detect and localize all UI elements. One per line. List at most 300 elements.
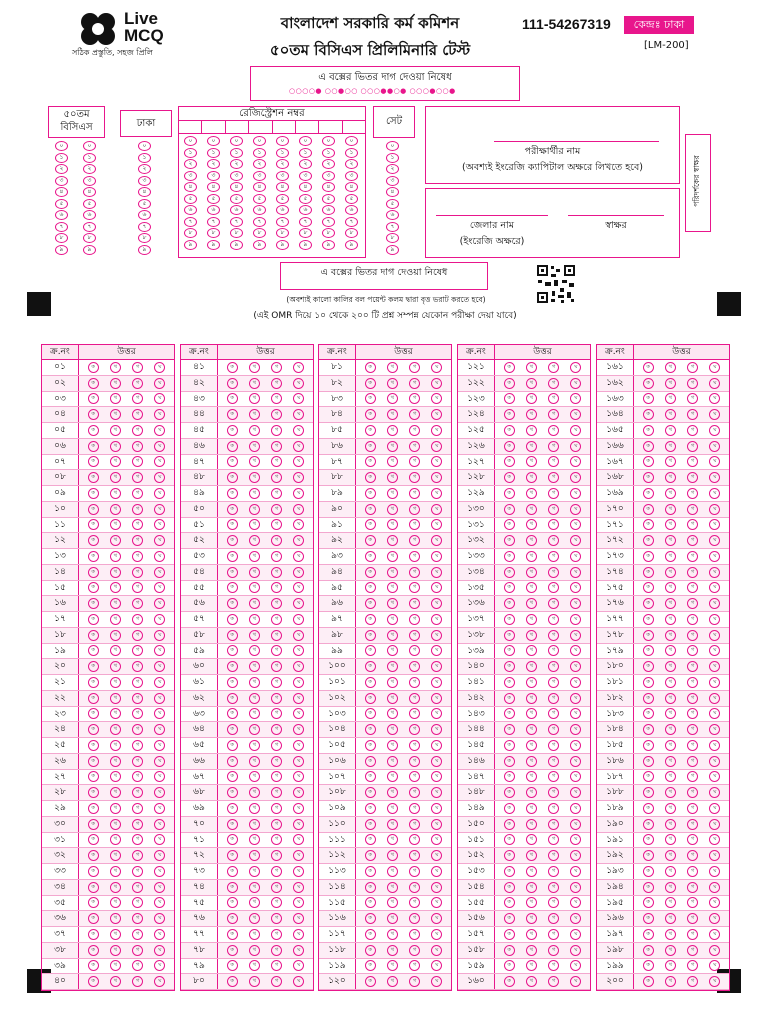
digit-bubble[interactable]: ৯ — [138, 245, 151, 255]
option-bubble[interactable]: ক — [504, 425, 515, 436]
option-bubble[interactable]: ঘ — [154, 661, 165, 672]
option-bubble[interactable]: গ — [548, 945, 559, 956]
option-bubble[interactable]: গ — [409, 567, 420, 578]
option-bubble[interactable]: খ — [110, 771, 121, 782]
option-bubble[interactable]: ঘ — [154, 724, 165, 735]
digit-bubble[interactable]: ৭ — [55, 222, 68, 232]
digit-bubble[interactable]: ৬ — [184, 205, 197, 215]
option-bubble[interactable]: ঘ — [431, 945, 442, 956]
option-bubble[interactable]: খ — [387, 724, 398, 735]
option-bubble[interactable]: ঘ — [431, 882, 442, 893]
option-bubble[interactable]: খ — [249, 378, 260, 389]
option-bubble[interactable]: গ — [271, 488, 282, 499]
option-bubble[interactable]: ঘ — [431, 756, 442, 767]
option-bubble[interactable]: খ — [665, 677, 676, 688]
option-bubble[interactable]: গ — [687, 850, 698, 861]
option-bubble[interactable]: গ — [687, 488, 698, 499]
option-bubble[interactable]: ক — [504, 645, 515, 656]
option-bubble[interactable]: গ — [409, 441, 420, 452]
option-bubble[interactable]: গ — [132, 976, 143, 987]
option-bubble[interactable]: ক — [88, 960, 99, 971]
digit-bubble[interactable]: ২ — [138, 164, 151, 174]
digit-bubble[interactable]: ৪ — [253, 182, 266, 192]
option-bubble[interactable]: গ — [548, 771, 559, 782]
option-bubble[interactable]: ক — [365, 362, 376, 373]
option-bubble[interactable]: গ — [132, 882, 143, 893]
option-bubble[interactable]: ঘ — [293, 519, 304, 530]
option-bubble[interactable]: ঘ — [293, 756, 304, 767]
option-bubble[interactable]: ক — [88, 677, 99, 688]
option-bubble[interactable]: খ — [665, 803, 676, 814]
option-bubble[interactable]: ক — [227, 929, 238, 940]
option-bubble[interactable]: ঘ — [154, 677, 165, 688]
option-bubble[interactable]: ক — [365, 929, 376, 940]
option-bubble[interactable]: ক — [504, 803, 515, 814]
option-bubble[interactable]: গ — [687, 535, 698, 546]
option-bubble[interactable]: খ — [249, 771, 260, 782]
option-bubble[interactable]: ক — [643, 614, 654, 625]
option-bubble[interactable]: ঘ — [709, 756, 720, 767]
option-bubble[interactable]: খ — [665, 866, 676, 877]
option-bubble[interactable]: ঘ — [293, 614, 304, 625]
option-bubble[interactable]: গ — [409, 866, 420, 877]
option-bubble[interactable]: ক — [227, 945, 238, 956]
option-bubble[interactable]: খ — [665, 472, 676, 483]
option-bubble[interactable]: খ — [249, 740, 260, 751]
digit-bubble[interactable]: ৯ — [83, 245, 96, 255]
option-bubble[interactable]: খ — [249, 693, 260, 704]
digit-bubble[interactable]: ৪ — [138, 187, 151, 197]
option-bubble[interactable]: খ — [110, 693, 121, 704]
option-bubble[interactable]: ঘ — [709, 866, 720, 877]
option-bubble[interactable]: ঘ — [293, 630, 304, 641]
option-bubble[interactable]: ক — [365, 645, 376, 656]
option-bubble[interactable]: ক — [227, 834, 238, 845]
option-bubble[interactable]: ঘ — [293, 708, 304, 719]
option-bubble[interactable]: খ — [526, 945, 537, 956]
option-bubble[interactable]: ঘ — [293, 740, 304, 751]
option-bubble[interactable]: ঘ — [154, 756, 165, 767]
option-bubble[interactable]: ঘ — [431, 614, 442, 625]
option-bubble[interactable]: গ — [548, 834, 559, 845]
option-bubble[interactable]: গ — [687, 630, 698, 641]
option-bubble[interactable]: গ — [548, 929, 559, 940]
option-bubble[interactable]: খ — [526, 708, 537, 719]
option-bubble[interactable]: ক — [643, 929, 654, 940]
option-bubble[interactable]: গ — [409, 551, 420, 562]
option-bubble[interactable]: ক — [88, 866, 99, 877]
option-bubble[interactable]: খ — [249, 535, 260, 546]
digit-bubble[interactable]: ৩ — [55, 176, 68, 186]
option-bubble[interactable]: ক — [227, 677, 238, 688]
digit-bubble[interactable]: ৫ — [345, 194, 358, 204]
option-bubble[interactable]: ক — [643, 771, 654, 782]
option-bubble[interactable]: ক — [227, 393, 238, 404]
option-bubble[interactable]: খ — [665, 771, 676, 782]
option-bubble[interactable]: খ — [387, 614, 398, 625]
option-bubble[interactable]: গ — [548, 519, 559, 530]
option-bubble[interactable]: গ — [548, 708, 559, 719]
option-bubble[interactable]: খ — [387, 677, 398, 688]
option-bubble[interactable]: ক — [643, 976, 654, 987]
option-bubble[interactable]: গ — [687, 708, 698, 719]
option-bubble[interactable]: ঘ — [293, 362, 304, 373]
digit-bubble[interactable]: ৬ — [83, 210, 96, 220]
option-bubble[interactable]: ক — [643, 441, 654, 452]
option-bubble[interactable]: ক — [504, 693, 515, 704]
option-bubble[interactable]: ক — [504, 567, 515, 578]
option-bubble[interactable]: খ — [110, 472, 121, 483]
digit-bubble[interactable]: ৮ — [386, 233, 399, 243]
option-bubble[interactable]: ক — [88, 535, 99, 546]
option-bubble[interactable]: ক — [504, 378, 515, 389]
option-bubble[interactable]: ঘ — [293, 803, 304, 814]
option-bubble[interactable]: খ — [526, 897, 537, 908]
option-bubble[interactable]: গ — [409, 976, 420, 987]
option-bubble[interactable]: খ — [387, 551, 398, 562]
digit-bubble[interactable]: ৬ — [230, 205, 243, 215]
option-bubble[interactable]: ক — [227, 614, 238, 625]
option-bubble[interactable]: ঘ — [570, 393, 581, 404]
option-bubble[interactable]: খ — [526, 488, 537, 499]
option-bubble[interactable]: খ — [249, 787, 260, 798]
option-bubble[interactable]: গ — [132, 441, 143, 452]
option-bubble[interactable]: ক — [365, 787, 376, 798]
digit-bubble[interactable]: ৬ — [207, 205, 220, 215]
option-bubble[interactable]: ঘ — [293, 441, 304, 452]
option-bubble[interactable]: গ — [409, 393, 420, 404]
option-bubble[interactable]: ক — [643, 960, 654, 971]
option-bubble[interactable]: ঘ — [570, 488, 581, 499]
digit-bubble[interactable]: ৬ — [253, 205, 266, 215]
option-bubble[interactable]: ঘ — [293, 551, 304, 562]
option-bubble[interactable]: খ — [249, 519, 260, 530]
option-bubble[interactable]: ঘ — [431, 819, 442, 830]
option-bubble[interactable]: ঘ — [154, 441, 165, 452]
option-bubble[interactable]: খ — [249, 913, 260, 924]
option-bubble[interactable]: গ — [132, 504, 143, 515]
option-bubble[interactable]: ঘ — [570, 756, 581, 767]
option-bubble[interactable]: ক — [88, 645, 99, 656]
option-bubble[interactable]: খ — [526, 913, 537, 924]
option-bubble[interactable]: ক — [365, 393, 376, 404]
option-bubble[interactable]: গ — [132, 945, 143, 956]
digit-bubble[interactable]: ৩ — [386, 176, 399, 186]
option-bubble[interactable]: খ — [387, 960, 398, 971]
option-bubble[interactable]: ক — [643, 409, 654, 420]
option-bubble[interactable]: গ — [132, 740, 143, 751]
option-bubble[interactable]: ঘ — [709, 409, 720, 420]
option-bubble[interactable]: ক — [365, 567, 376, 578]
option-bubble[interactable]: ঘ — [293, 929, 304, 940]
option-bubble[interactable]: ক — [365, 472, 376, 483]
option-bubble[interactable]: গ — [687, 551, 698, 562]
option-bubble[interactable]: ঘ — [709, 582, 720, 593]
option-bubble[interactable]: ঘ — [570, 913, 581, 924]
option-bubble[interactable]: খ — [665, 614, 676, 625]
option-bubble[interactable]: ঘ — [431, 661, 442, 672]
digit-bubble[interactable]: ৭ — [138, 222, 151, 232]
option-bubble[interactable]: খ — [526, 362, 537, 373]
option-bubble[interactable]: খ — [665, 724, 676, 735]
option-bubble[interactable]: ক — [227, 472, 238, 483]
option-bubble[interactable]: ক — [365, 441, 376, 452]
option-bubble[interactable]: খ — [110, 850, 121, 861]
option-bubble[interactable]: ঘ — [709, 929, 720, 940]
option-bubble[interactable]: গ — [132, 708, 143, 719]
digit-bubble[interactable]: ৯ — [207, 240, 220, 250]
option-bubble[interactable]: ক — [365, 819, 376, 830]
digit-bubble[interactable]: ৭ — [184, 217, 197, 227]
option-bubble[interactable]: খ — [387, 882, 398, 893]
option-bubble[interactable]: ক — [227, 645, 238, 656]
digit-bubble[interactable]: ৫ — [253, 194, 266, 204]
option-bubble[interactable]: ঘ — [709, 897, 720, 908]
option-bubble[interactable]: ক — [365, 551, 376, 562]
option-bubble[interactable]: ক — [227, 756, 238, 767]
option-bubble[interactable]: গ — [687, 913, 698, 924]
option-bubble[interactable]: ক — [643, 913, 654, 924]
option-bubble[interactable]: ক — [227, 630, 238, 641]
option-bubble[interactable]: ঘ — [431, 976, 442, 987]
option-bubble[interactable]: গ — [132, 677, 143, 688]
option-bubble[interactable]: গ — [132, 472, 143, 483]
option-bubble[interactable]: খ — [387, 740, 398, 751]
option-bubble[interactable]: গ — [548, 582, 559, 593]
option-bubble[interactable]: খ — [110, 614, 121, 625]
option-bubble[interactable]: খ — [526, 567, 537, 578]
option-bubble[interactable]: গ — [687, 803, 698, 814]
option-bubble[interactable]: ঘ — [154, 378, 165, 389]
option-bubble[interactable]: গ — [271, 582, 282, 593]
digit-bubble[interactable]: ২ — [83, 164, 96, 174]
option-bubble[interactable]: খ — [110, 677, 121, 688]
option-bubble[interactable]: ক — [643, 866, 654, 877]
option-bubble[interactable]: গ — [409, 850, 420, 861]
option-bubble[interactable]: ক — [643, 803, 654, 814]
option-bubble[interactable]: ক — [227, 567, 238, 578]
option-bubble[interactable]: খ — [110, 882, 121, 893]
option-bubble[interactable]: খ — [526, 535, 537, 546]
option-bubble[interactable]: ক — [643, 819, 654, 830]
digit-bubble[interactable]: ৭ — [83, 222, 96, 232]
option-bubble[interactable]: গ — [409, 425, 420, 436]
option-bubble[interactable]: গ — [132, 645, 143, 656]
option-bubble[interactable]: ক — [227, 976, 238, 987]
option-bubble[interactable]: ঘ — [570, 724, 581, 735]
option-bubble[interactable]: ঘ — [154, 882, 165, 893]
option-bubble[interactable]: গ — [409, 645, 420, 656]
option-bubble[interactable]: খ — [387, 661, 398, 672]
option-bubble[interactable]: গ — [132, 456, 143, 467]
option-bubble[interactable]: গ — [409, 504, 420, 515]
option-bubble[interactable]: ক — [504, 882, 515, 893]
option-bubble[interactable]: গ — [548, 425, 559, 436]
option-bubble[interactable]: গ — [687, 929, 698, 940]
option-bubble[interactable]: গ — [687, 724, 698, 735]
option-bubble[interactable]: খ — [110, 976, 121, 987]
option-bubble[interactable]: গ — [687, 677, 698, 688]
option-bubble[interactable]: ঘ — [570, 504, 581, 515]
option-bubble[interactable]: খ — [387, 504, 398, 515]
option-bubble[interactable]: ঘ — [570, 630, 581, 641]
option-bubble[interactable]: ক — [365, 598, 376, 609]
option-bubble[interactable]: ঘ — [570, 819, 581, 830]
option-bubble[interactable]: গ — [132, 850, 143, 861]
digit-bubble[interactable]: ০ — [83, 141, 96, 151]
option-bubble[interactable]: ঘ — [293, 456, 304, 467]
option-bubble[interactable]: গ — [409, 834, 420, 845]
option-bubble[interactable]: ক — [88, 456, 99, 467]
option-bubble[interactable]: গ — [687, 425, 698, 436]
option-bubble[interactable]: খ — [526, 582, 537, 593]
option-bubble[interactable]: খ — [110, 897, 121, 908]
option-bubble[interactable]: ক — [365, 409, 376, 420]
option-bubble[interactable]: খ — [110, 551, 121, 562]
digit-bubble[interactable]: ৭ — [253, 217, 266, 227]
digit-bubble[interactable]: ৩ — [230, 171, 243, 181]
option-bubble[interactable]: গ — [132, 661, 143, 672]
digit-bubble[interactable]: ৩ — [138, 176, 151, 186]
option-bubble[interactable]: গ — [687, 582, 698, 593]
option-bubble[interactable]: খ — [665, 850, 676, 861]
option-bubble[interactable]: গ — [271, 882, 282, 893]
option-bubble[interactable]: খ — [526, 693, 537, 704]
option-bubble[interactable]: ঘ — [709, 693, 720, 704]
option-bubble[interactable]: খ — [665, 645, 676, 656]
option-bubble[interactable]: গ — [548, 488, 559, 499]
option-bubble[interactable]: ঘ — [570, 551, 581, 562]
option-bubble[interactable]: খ — [387, 378, 398, 389]
digit-bubble[interactable]: ৫ — [386, 199, 399, 209]
option-bubble[interactable]: ক — [227, 441, 238, 452]
option-bubble[interactable]: ঘ — [293, 834, 304, 845]
option-bubble[interactable]: ক — [365, 504, 376, 515]
option-bubble[interactable]: খ — [526, 504, 537, 515]
option-bubble[interactable]: ঘ — [154, 834, 165, 845]
option-bubble[interactable]: ঘ — [570, 677, 581, 688]
option-bubble[interactable]: ঘ — [709, 803, 720, 814]
option-bubble[interactable]: ক — [227, 598, 238, 609]
option-bubble[interactable]: গ — [409, 630, 420, 641]
option-bubble[interactable]: ক — [88, 913, 99, 924]
digit-bubble[interactable]: ৭ — [276, 217, 289, 227]
option-bubble[interactable]: ঘ — [293, 582, 304, 593]
option-bubble[interactable]: গ — [132, 897, 143, 908]
option-bubble[interactable]: ক — [504, 756, 515, 767]
digit-bubble[interactable]: ৬ — [276, 205, 289, 215]
option-bubble[interactable]: ক — [504, 504, 515, 515]
digit-bubble[interactable]: ৫ — [83, 199, 96, 209]
option-bubble[interactable]: খ — [249, 409, 260, 420]
option-bubble[interactable]: খ — [526, 850, 537, 861]
option-bubble[interactable]: ঘ — [293, 504, 304, 515]
option-bubble[interactable]: গ — [687, 882, 698, 893]
option-bubble[interactable]: ক — [227, 362, 238, 373]
option-bubble[interactable]: খ — [249, 677, 260, 688]
option-bubble[interactable]: খ — [665, 834, 676, 845]
digit-bubble[interactable]: ৩ — [253, 171, 266, 181]
option-bubble[interactable]: ক — [88, 519, 99, 530]
option-bubble[interactable]: ঘ — [570, 976, 581, 987]
option-bubble[interactable]: ক — [504, 960, 515, 971]
digit-bubble[interactable]: ০ — [299, 136, 312, 146]
option-bubble[interactable]: খ — [249, 850, 260, 861]
option-bubble[interactable]: ঘ — [709, 567, 720, 578]
option-bubble[interactable]: ক — [227, 724, 238, 735]
option-bubble[interactable]: খ — [526, 598, 537, 609]
option-bubble[interactable]: ক — [88, 724, 99, 735]
digit-bubble[interactable]: ০ — [207, 136, 220, 146]
option-bubble[interactable]: খ — [249, 976, 260, 987]
option-bubble[interactable]: গ — [548, 567, 559, 578]
option-bubble[interactable]: ক — [227, 803, 238, 814]
option-bubble[interactable]: ক — [88, 551, 99, 562]
option-bubble[interactable]: খ — [249, 819, 260, 830]
option-bubble[interactable]: গ — [271, 567, 282, 578]
digit-bubble[interactable]: ৪ — [276, 182, 289, 192]
option-bubble[interactable]: ঘ — [154, 960, 165, 971]
option-bubble[interactable]: খ — [249, 441, 260, 452]
option-bubble[interactable]: ঘ — [154, 614, 165, 625]
digit-bubble[interactable]: ৫ — [184, 194, 197, 204]
option-bubble[interactable]: গ — [271, 645, 282, 656]
digit-bubble[interactable]: ৮ — [322, 228, 335, 238]
option-bubble[interactable]: ঘ — [709, 519, 720, 530]
digit-bubble[interactable]: ৩ — [207, 171, 220, 181]
option-bubble[interactable]: গ — [548, 787, 559, 798]
option-bubble[interactable]: ঘ — [709, 976, 720, 987]
digit-bubble[interactable]: ২ — [184, 159, 197, 169]
option-bubble[interactable]: খ — [665, 913, 676, 924]
option-bubble[interactable]: ক — [643, 708, 654, 719]
option-bubble[interactable]: গ — [548, 614, 559, 625]
option-bubble[interactable]: খ — [387, 945, 398, 956]
option-bubble[interactable]: গ — [271, 913, 282, 924]
option-bubble[interactable]: ক — [88, 803, 99, 814]
option-bubble[interactable]: ঘ — [154, 409, 165, 420]
option-bubble[interactable]: ক — [365, 803, 376, 814]
digit-bubble[interactable]: ৯ — [345, 240, 358, 250]
option-bubble[interactable]: গ — [548, 456, 559, 467]
option-bubble[interactable]: ঘ — [293, 409, 304, 420]
option-bubble[interactable]: ক — [88, 614, 99, 625]
option-bubble[interactable]: ঘ — [154, 551, 165, 562]
option-bubble[interactable]: ক — [643, 945, 654, 956]
digit-bubble[interactable]: ৮ — [55, 233, 68, 243]
option-bubble[interactable]: খ — [110, 803, 121, 814]
option-bubble[interactable]: খ — [387, 976, 398, 987]
option-bubble[interactable]: ক — [88, 897, 99, 908]
option-bubble[interactable]: গ — [271, 929, 282, 940]
option-bubble[interactable]: ঘ — [570, 708, 581, 719]
option-bubble[interactable]: ক — [227, 425, 238, 436]
option-bubble[interactable]: খ — [526, 409, 537, 420]
option-bubble[interactable]: খ — [249, 362, 260, 373]
option-bubble[interactable]: গ — [409, 456, 420, 467]
option-bubble[interactable]: খ — [110, 724, 121, 735]
option-bubble[interactable]: ঘ — [154, 740, 165, 751]
option-bubble[interactable]: গ — [132, 393, 143, 404]
option-bubble[interactable]: ক — [88, 472, 99, 483]
option-bubble[interactable]: ঘ — [154, 425, 165, 436]
option-bubble[interactable]: ঘ — [709, 614, 720, 625]
option-bubble[interactable]: খ — [249, 598, 260, 609]
option-bubble[interactable]: ক — [504, 929, 515, 940]
option-bubble[interactable]: ঘ — [709, 362, 720, 373]
option-bubble[interactable]: ক — [227, 504, 238, 515]
option-bubble[interactable]: গ — [548, 378, 559, 389]
